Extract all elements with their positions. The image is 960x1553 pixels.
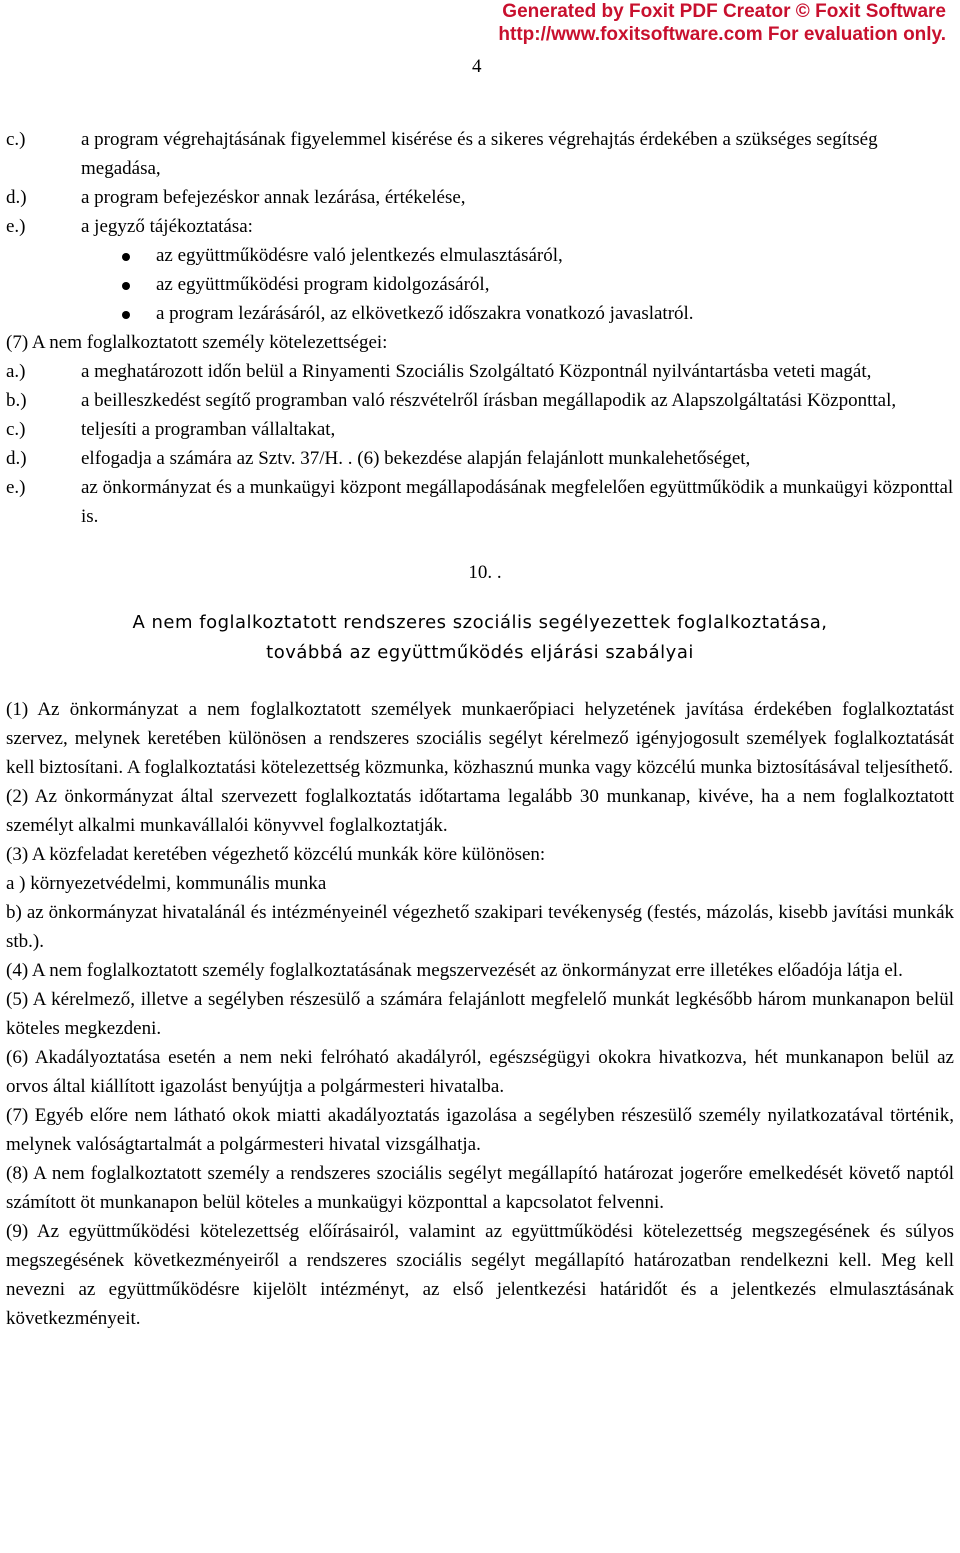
foxit-watermark	[498, 0, 946, 46]
list-text: teljesíti a programban vállaltakat,	[81, 419, 336, 440]
obligation-item	[6, 386, 954, 415]
obligations-heading: (7) A nem foglalkoztatott személy kötelezettségei:	[6, 332, 388, 353]
paragraph: a ) környezetvédelmi, kommunális munka	[6, 873, 327, 894]
paragraph: (7) Egyéb előre nem látható okok miatti akadályoztatás igazolása a segélyben részesülő személy nyilatkozatával történik, melynek valóságtartalmát a polgármesteri hivatal vizsgálhatja.	[6, 1105, 954, 1155]
section-number: 10. .	[468, 562, 502, 583]
list-marker: d.)	[6, 187, 27, 208]
paragraph: (9) Az együttműködési kötelezettség előírásairól, valamint az együttműködési kötelezettség megszegésének és súlyos megszegésének következményeiről a rendszeres szociális segélyt megállapító határozatban rendelkezni kell. Meg kell nevezni az együttműködésre kijelölt intézményt, az első jelentkezési határidőt és a jelentkezés elmulasztásának következményeit.	[6, 1221, 954, 1329]
bullet-list	[6, 241, 954, 328]
paragraph: (6) Akadályoztatása esetén a nem neki felróható akadályról, egészségügyi okokra hivatkozva, hét munkanapon belül az orvos által kiállított igazolást benyújtja a polgármesteri hivatalba.	[6, 1047, 954, 1097]
bullet-icon	[6, 270, 156, 299]
section-title-line-2: továbbá az együttműködés eljárási szabályai	[266, 642, 694, 663]
bullet-text: a program lezárásáról, az elkövetkező időszakra vonatkozó javaslatról.	[156, 303, 694, 324]
paragraph: (8) A nem foglalkoztatott személy a rendszeres szociális segélyt megállapító határozat jogerőre emelkedését követő naptól számított öt munkanapon belül köteles a munkaügyi központtal a kapcsolatot felvenni.	[6, 1163, 954, 1213]
bullet-item	[6, 270, 954, 299]
obligation-item	[6, 473, 954, 531]
list-item	[6, 212, 954, 241]
section-title-line-1: A nem foglalkoztatott rendszeres szociális segélyezettek foglalkoztatása,	[132, 612, 828, 633]
obligation-item	[6, 357, 954, 386]
list-marker: a.)	[6, 361, 26, 382]
bullet-icon	[6, 299, 156, 328]
paragraph: (1) Az önkormányzat a nem foglalkoztatott személyek munkaerőpiaci helyzetének javítása érdekében foglalkoztatást szervez, melynek keretében különösen a rendszeres szociális segélyt kérelmező igényjogosult személyek foglalkoztatását kell biztosítani. A foglalkoztatási kötelezettség közmunka, közhasznú munka vagy közcélú munka biztosításával teljesíthető.	[6, 699, 954, 778]
watermark-line-1: Generated by Foxit PDF Creator © Foxit Software	[502, 1, 946, 22]
page-number: 4	[472, 56, 482, 77]
list-marker: e.)	[6, 216, 26, 237]
bullet-text: az együttműködési program kidolgozásáról,	[156, 274, 490, 295]
paragraph: (5) A kérelmező, illetve a segélyben részesülő a számára felajánlott megfelelő munkát legkésőbb három munkanapon belül köteles megkezdeni.	[6, 989, 954, 1039]
list-marker: b.)	[6, 390, 27, 411]
bullet-icon	[6, 241, 156, 270]
list-text: a program végrehajtásának figyelemmel kisérése és a sikeres végrehajtás érdekében a szükséges segítség megadása,	[81, 129, 878, 179]
bullet-text: az együttműködésre való jelentkezés elmulasztásáról,	[156, 245, 563, 266]
list-text: az önkormányzat és a munkaügyi központ megállapodásának megfelelően együttműködik a munkaügyi központtal is.	[81, 477, 954, 527]
list-text: a program befejezéskor annak lezárása, értékelése,	[81, 187, 466, 208]
paragraph: (3) A közfeladat keretében végezhető közcélú munkák köre különösen:	[6, 844, 546, 865]
bullet-item	[6, 299, 954, 328]
list-marker: c.)	[6, 419, 26, 440]
list-text: a meghatározott időn belül a Rinyamenti Szociális Szolgáltató Központnál nyilvántartásba veteti magát,	[81, 361, 872, 382]
list-marker: e.)	[6, 477, 26, 498]
list-text: a beilleszkedést segítő programban való részvételről írásban megállapodik az Alapszolgáltatási Központtal,	[81, 390, 897, 411]
list-text: a jegyző tájékoztatása:	[81, 216, 253, 237]
bullet-item	[6, 241, 954, 270]
watermark-line-2: http://www.foxitsoftware.com For evaluation only.	[498, 24, 946, 45]
list-text: elfogadja a számára az Sztv. 37/H. . (6) bekezdése alapján felajánlott munkalehetőséget,	[81, 448, 751, 469]
obligation-item	[6, 444, 954, 473]
section-title	[6, 608, 954, 668]
paragraph: (4) A nem foglalkoztatott személy foglalkoztatásának megszervezését az önkormányzat erre illetékes előadója látja el.	[6, 960, 903, 981]
list-item	[6, 183, 954, 212]
list-marker: c.)	[6, 129, 26, 150]
document-body	[6, 125, 954, 1333]
list-item	[6, 125, 954, 183]
obligation-item	[6, 415, 954, 444]
paragraph: b) az önkormányzat hivatalánál és intézményeinél végezhető szakipari tevékenység (festés, mázolás, kisebb javítási munkák stb.).	[6, 902, 954, 952]
list-marker: d.)	[6, 448, 27, 469]
paragraph: (2) Az önkormányzat által szervezett foglalkoztatás időtartama legalább 30 munkanap, kivéve, ha a nem foglalkoztatott személyt alkalmi munkavállalói könyvvel foglalkoztatják.	[6, 786, 954, 836]
